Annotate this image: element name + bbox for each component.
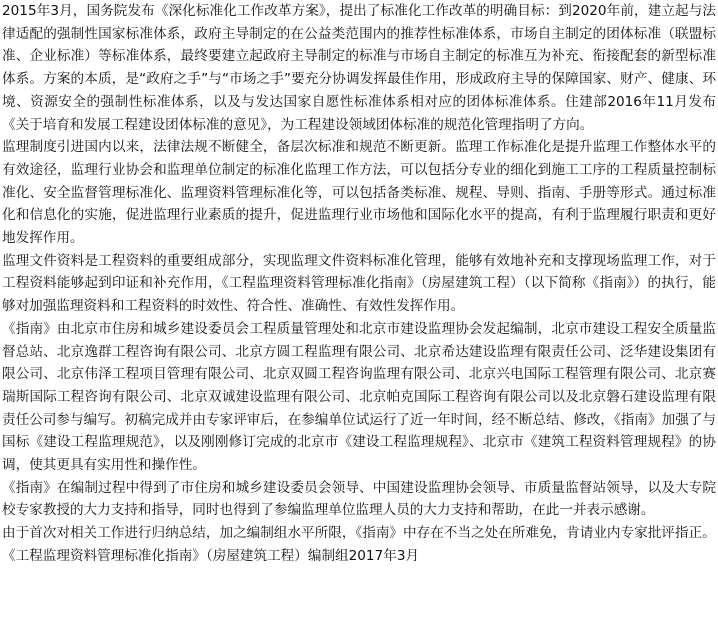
paragraph-disclaimer: 由于首次对相关工作进行归纳总结，加之编制组水平所限，《指南》中存在不当之处在所难免，肯请业内专家批评指正。 [2, 525, 716, 542]
paragraph-supervision-documents: 监理文件资料是工程资料的重要组成部分，实现监理文件资料标准化管理，能够有效地补充和支撑现场监理工作，对于工程资料能够起到印证和补充作用，《工程监理资料管理标准化指南》（房屋建筑工程）（以下简称《指南》）的执行，能够对加强监理资料和工程资料的时效性、符合性、准确性、有效性发挥作用。 [2, 252, 716, 315]
paragraph-acknowledgements: 《指南》在编制过程中得到了市住房和城乡建设委员会领导、中国建设监理协会领导、市质量监督站领导，以及大专院校专家教授的大力支持和指导，同时也得到了参编监理单位监理人员的大力支持和帮助，在此一并表示感谢。 [2, 479, 716, 519]
paragraph-reform-background: 2015年3月，国务院发布《深化标准化工作改革方案》，提出了标准化工作改革的明确目标：到2020年前，建立起与法律适配的强制性国家标准体系，政府主导制定的在公益类范围内的推荐性标准体系，市场自主制定的团体标准（联盟标准、企业标准）等标准体系，最终要建立起政府主导制定的标准与市场自主制定的标准互为补充、衔接配套的新型标准体系。方案的本质，是“政府之手”与“市场之手”要充分协调发挥最佳作用，形成政府主导的保障国家、财产、健康、环境、资源安全的强制性标准体系，以及与发达国家自愿性标准体系相对应的团体标准体系。住建部2016年11月发布《关于培育和发展工程建设团体标准的意见》，为工程建设领域团体标准的规范化管理指明了方向。 [2, 3, 716, 133]
signature-line: 《工程监理资料管理标准化指南》（房屋建筑工程）编制组2017年3月 [2, 547, 420, 564]
paragraph-supervision-standardization: 监理制度引进国内以来，法律法规不断健全，备层次标准和规范不断更新。监理工作标准化是提升监理工作整体水平的有效途径，监理行业协会和监理单位制定的标准化监理工作方法，可以包括分专业的细化到施工工序的工程质量控制标准化、安全监督管理标准化、监理资料管理标准化等，可以包括备类标准、规程、导则、指南、手册等形式。通过标准化和信息化的实施，促进监理行业素质的提升，促进监理行业市场他和国际化水平的提高，有利于监理履行职责和更好地发挥作用。 [2, 139, 716, 247]
document-body [2, 0, 716, 568]
paragraph-compilation-units: 《指南》由北京市住房和城乡建设委员会工程质量管理处和北京市建设监理协会发起编制，北京市建设工程安全质量监督总站、北京逸群工程咨询有限公司、北京方圆工程监理有限公司、北京希达建设监理有限责任公司、泛华建设集团有限公司、北京伟泽工程项目管理有限公司、北京双圆工程咨询监理有限公司、北京兴电国际工程管理有限公司、北京赛瑞斯国际工程咨询有限公司、北京双诚建设监理有限公司、北京帕克国际工程咨询有限公司以及北京磐石建设监理有限责任公司参与编写。初稿完成并由专家评审后，在参编单位试运行了近一年时间，经不断总结、修改，《指南》加强了与国标《建设工程监理规范》，以及刚刚修订完成的北京市《建设工程监理规程》、北京市《建筑工程资料管理规程》的协调，使其更具有实用性和操作性。 [2, 320, 716, 474]
